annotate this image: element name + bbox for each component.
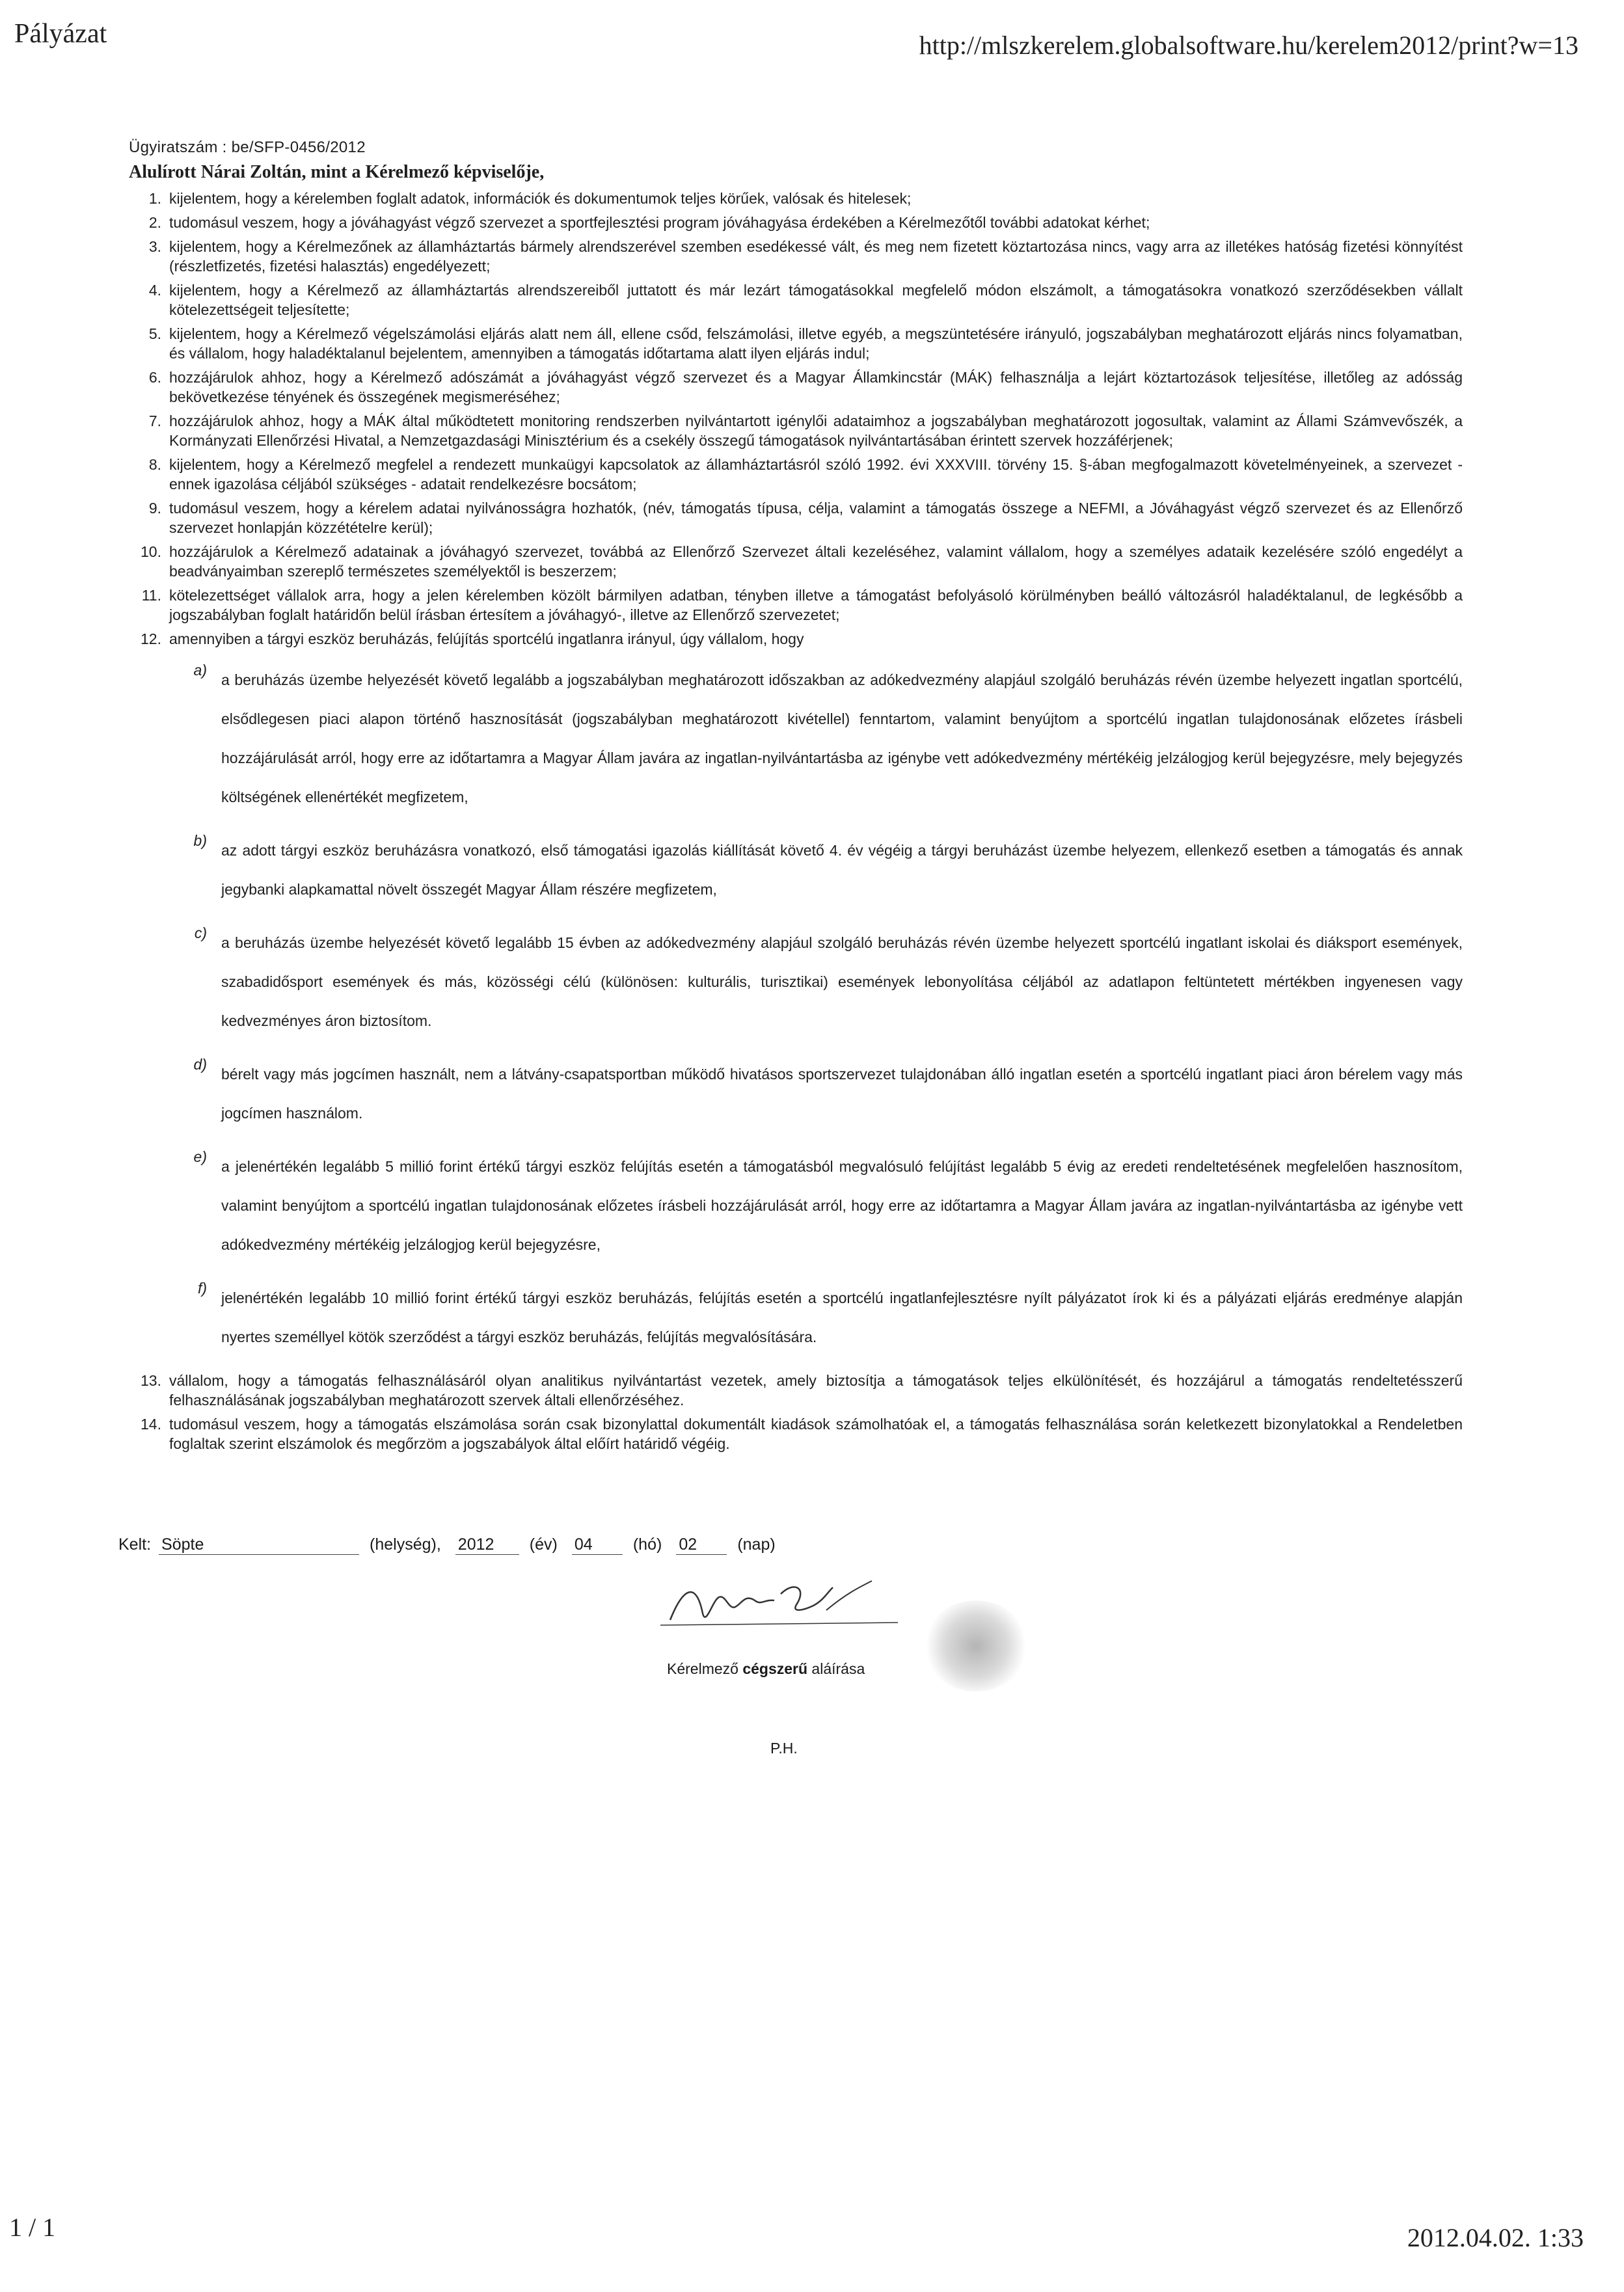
print-pager: 1 / 1 <box>9 2213 56 2242</box>
sub-item-text: az adott tárgyi eszköz beruházásra vonatkozó, első támogatási igazolás kiállítását követő 4. év végéig a tárgyi beruházást üzembe helyezem, ellenkező esetben a támogatás és annak jegybanki alapkamattal növelt összegét Magyar Állam részére megfizetem, <box>221 842 1463 898</box>
item-number: 10. <box>141 543 161 560</box>
sub-item-text: jelenértékén legalább 10 millió forint értékű tárgyi eszköz beruházás, felújítás esetén a sportcélú ingatlanfejlesztésre nyílt pályázatot írok ki és a pályázati eljárás eredménye alapján nyertes személlyel kötök szerződést a tárgyi eszköz beruházás, felújítás megvalósítására. <box>221 1289 1463 1345</box>
sub-item-letter: b) <box>193 832 207 849</box>
declaration-item <box>129 455 1463 494</box>
day-field: 02 <box>676 1535 727 1555</box>
item-number: 4. <box>148 282 161 299</box>
item-text: tudomásul veszem, hogy a támogatás elszámolása során csak bizonylattal dokumentált kiadások számolhatóak el, a támogatás felhasználása során keletkezett bizonylatokkal a Rendeletben foglaltak szerint elszámolok és megőrzöm a jogszabályok által előírt határidő végéig. <box>169 1416 1463 1452</box>
sub-list <box>129 660 1463 1356</box>
signature-caption-post: aláírása <box>807 1660 865 1677</box>
declaration-item <box>129 324 1463 363</box>
item-text: kötelezettséget vállalok arra, hogy a jelen kérelemben közölt bármilyen adatban, tényben illetve a támogatást befolyásoló körülményben beálló változásról haladéktalanul, de legkésőbb a jogszabályban foglalt határidőn belül írásban értesítem a jóváhagyó-, illetve az Ellenőrző szervezetet; <box>169 587 1463 623</box>
item-text: kijelentem, hogy a Kérelmező az államháztartás alrendszereiből juttatott és már lezárt támogatásokkal megfelelő módon elszámolt, a támogatásokra vonatkozó szerződésekben vállalt kötelezettségeit teljesítette; <box>169 282 1463 318</box>
item-number: 7. <box>148 412 161 429</box>
item-number: 5. <box>148 325 161 342</box>
declaration-item <box>129 213 1463 232</box>
declaration-item <box>129 629 1463 649</box>
item-number: 13. <box>141 1372 161 1389</box>
intro-line: Alulírott Nárai Zoltán, mint a Kérelmező képviselője, <box>129 162 545 182</box>
sub-item-letter: a) <box>193 662 207 679</box>
item-text: hozzájárulok ahhoz, hogy a MÁK által működtetett monitoring rendszerben nyilvántartott igénylői adataimhoz a jogszabályban meghatározott jogosultak, valamint az Állami Számvevőszék, a Kormányzati Ellenőrzési Hivatal, a Nemzetgazdasági Minisztérium és a csekély összegű támogatások nyilvántartásában érintett szervek hozzáférjenek; <box>169 412 1463 449</box>
sub-item-text: bérelt vagy más jogcímen használt, nem a látvány-csapatsportban működő hivatásos sportszervezet tulajdonában álló ingatlan esetén a sportcélú ingatlant piaci áron bérelem vagy más jogcímen használom. <box>221 1066 1463 1122</box>
reference-number: Ügyiratszám : be/SFP-0456/2012 <box>129 139 366 156</box>
item-text: hozzájárulok a Kérelmező adatainak a jóváhagyó szervezet, továbbá az Ellenőrző Szervezet általi kezeléséhez, valamint vállalom, hogy a személyes adataik kezelésére szóló engedélyt a beadványaimban szereplő természetes személyektől is beszerzem; <box>169 543 1463 580</box>
day-label: (nap) <box>737 1535 776 1554</box>
item-number: 12. <box>141 630 161 647</box>
item-text: kijelentem, hogy a Kérelmező végelszámolási eljárás alatt nem áll, ellene csőd, felszámolási, illetve egyéb, a megszüntetésére irányuló, jogszabályban meghatározott eljárás nincs folyamatban, és vállalom, hogy haladéktalanul bejelentem, amennyiben a támogatás időtartama alatt ilyen eljárás indul; <box>169 325 1463 362</box>
sub-item-text: a beruházás üzembe helyezését követő legalább 15 évben az adókedvezmény alapjául szolgáló beruházás révén üzembe helyezett sportcélú ingatlant iskolai és diáksport események, szabadidősport események és más, közösségi célú (különösen: kulturális, turisztikai) események lebonyolítása céljából az adatlapon feltüntetett mértékben ingyenesen vagy kedvezményes áron biztosítom. <box>221 934 1463 1029</box>
item-text: tudomásul veszem, hogy a kérelem adatai nyilvánosságra hozhatók, (név, támogatás típusa, célja, valamint a támogatás összege a NEFMI, a Jóváhagyást végző szervezet és az Ellenőrző szervezet honlapján közzétételre kerül); <box>169 500 1463 536</box>
sub-item-letter: d) <box>193 1056 207 1073</box>
sub-item <box>129 1278 1463 1356</box>
item-number: 2. <box>148 214 161 231</box>
declaration-item <box>129 586 1463 625</box>
declaration-item <box>129 1414 1463 1453</box>
date-place-line <box>118 1535 790 1555</box>
declaration-item <box>129 280 1463 319</box>
declaration-item <box>129 189 1463 208</box>
item-text: vállalom, hogy a támogatás felhasználásáról olyan analitikus nyilvántartást vezetek, amely biztosítja a támogatások teljes elkülönítését, és hozzájárul a támogatás rendeltetésszerű felhasználásának jogszabályban meghatározott szervek általi ellenőrzéséhez. <box>169 1372 1463 1409</box>
sub-item-text: a jelenértékén legalább 5 millió forint értékű tárgyi eszköz felújítás esetén a támogatásból megvalósuló felújítást legalább 5 évig az eredeti rendeltetésének megfelelően hasznosítom, valamint benyújtom a sportcélú ingatlan tulajdonosának előzetes írásbeli hozzájárulását arról, hogy erre az időtartamra a Magyar Állam javára az ingatlan-nyilvántartásba az igénybe vett adókedvezmény mértékéig jelzálogjog kerül bejegyzésre, <box>221 1158 1463 1253</box>
sub-item-text: a beruházás üzembe helyezését követő legalább a jogszabályban meghatározott időszakban az adókedvezmény alapjául szolgáló beruházás révén üzembe helyezett ingatlan sportcélú, elsődlegesen piaci alapon történő hasznosítását (jogszabályban meghatározott kivétellel) fenntartom, valamint benyújtom a sportcélú ingatlan tulajdonosának előzetes írásbeli hozzájárulását arról, hogy erre az időtartamra a Magyar Állam javára az ingatlan-nyilvántartásba az igénybe vett adókedvezmény mértékéig jelzálogjog kerül bejegyzésre, mely bejegyzés költségének ellenértékét megfizetem, <box>221 671 1463 805</box>
item-text: tudomásul veszem, hogy a jóváhagyást végző szervezet a sportfejlesztési program jóváhagyása érdekében a Kérelmezőtől további adatokat kérhet; <box>169 214 1150 231</box>
item-text: kijelentem, hogy a kérelemben foglalt adatok, információk és dokumentumok teljes körűek, valósak és hitelesek; <box>169 190 912 207</box>
item-number: 1. <box>148 190 161 207</box>
item-text: amennyiben a tárgyi eszköz beruházás, felújítás sportcélú ingatlanra irányul, úgy vállalom, hogy <box>169 630 804 647</box>
item-number: 8. <box>148 456 161 473</box>
sub-item <box>129 1147 1463 1264</box>
sub-item-letter: c) <box>194 924 207 941</box>
city-label: (helység), <box>370 1535 441 1554</box>
declaration-list <box>129 189 1463 649</box>
item-text: hozzájárulok ahhoz, hogy a Kérelmező adószámát a jóváhagyást végző szervezet és a Magyar Államkincstár (MÁK) felhasználja a lejárt köztartozások teljesítése, illetőleg az adósság bekövetkezése tényének és összegének megismeréséhez; <box>169 369 1463 405</box>
sub-item-letter: e) <box>193 1148 207 1165</box>
sub-item <box>129 1055 1463 1133</box>
stamp-smudge <box>924 1600 1028 1692</box>
sub-item <box>129 660 1463 816</box>
declaration-item <box>129 542 1463 581</box>
city-field: Söpte <box>159 1535 359 1555</box>
item-number: 11. <box>141 587 161 604</box>
ph-label: P.H. <box>770 1740 798 1757</box>
signature-caption-bold: cégszerű <box>742 1660 808 1677</box>
declaration-item <box>129 1371 1463 1410</box>
declaration-item <box>129 411 1463 450</box>
signature-caption-pre: Kérelmező <box>667 1660 743 1677</box>
sub-item <box>129 831 1463 909</box>
declaration-item <box>129 368 1463 407</box>
declaration-list-continued <box>129 1371 1463 1453</box>
item-number: 14. <box>141 1416 161 1433</box>
print-timestamp: 2012.04.02. 1:33 <box>1407 2223 1584 2252</box>
signature-caption <box>667 1660 865 1678</box>
year-label: (év) <box>529 1535 558 1554</box>
item-number: 9. <box>148 500 161 517</box>
declaration-item <box>129 237 1463 276</box>
print-title: Pályázat <box>14 19 107 49</box>
year-field: 2012 <box>455 1535 519 1555</box>
item-text: kijelentem, hogy a Kérelmező megfelel a rendezett munkaügyi kapcsolatok az államháztartásról szóló 1992. évi XXXVIII. törvény 15. §-ában megfogalmazott követelményeinek, a szervezet - ennek igazolása céljából szükséges - adatait rendelkezésre bocsátom; <box>169 456 1463 492</box>
declaration-item <box>129 498 1463 537</box>
month-label: (hó) <box>632 1535 662 1554</box>
item-text: kijelentem, hogy a Kérelmezőnek az államháztartás bármely alrendszerével szemben esedékessé vált, és meg nem fizetett köztartozása nincs, vagy arra az illetékes hatóság fizetési könnyítést (részletfizetés, fizetési halasztás) engedélyezett; <box>169 238 1463 275</box>
month-field: 04 <box>572 1535 623 1555</box>
print-url: http://mlszkerelem.globalsoftware.hu/kerelem2012/print?w=13 <box>919 31 1578 60</box>
sub-item-letter: f) <box>197 1280 207 1297</box>
item-number: 3. <box>148 238 161 255</box>
kelt-label: Kelt: <box>118 1535 152 1554</box>
declaration-body <box>129 138 1463 1458</box>
item-number: 6. <box>148 369 161 386</box>
handwritten-signature <box>657 1574 904 1633</box>
sub-item <box>129 923 1463 1040</box>
